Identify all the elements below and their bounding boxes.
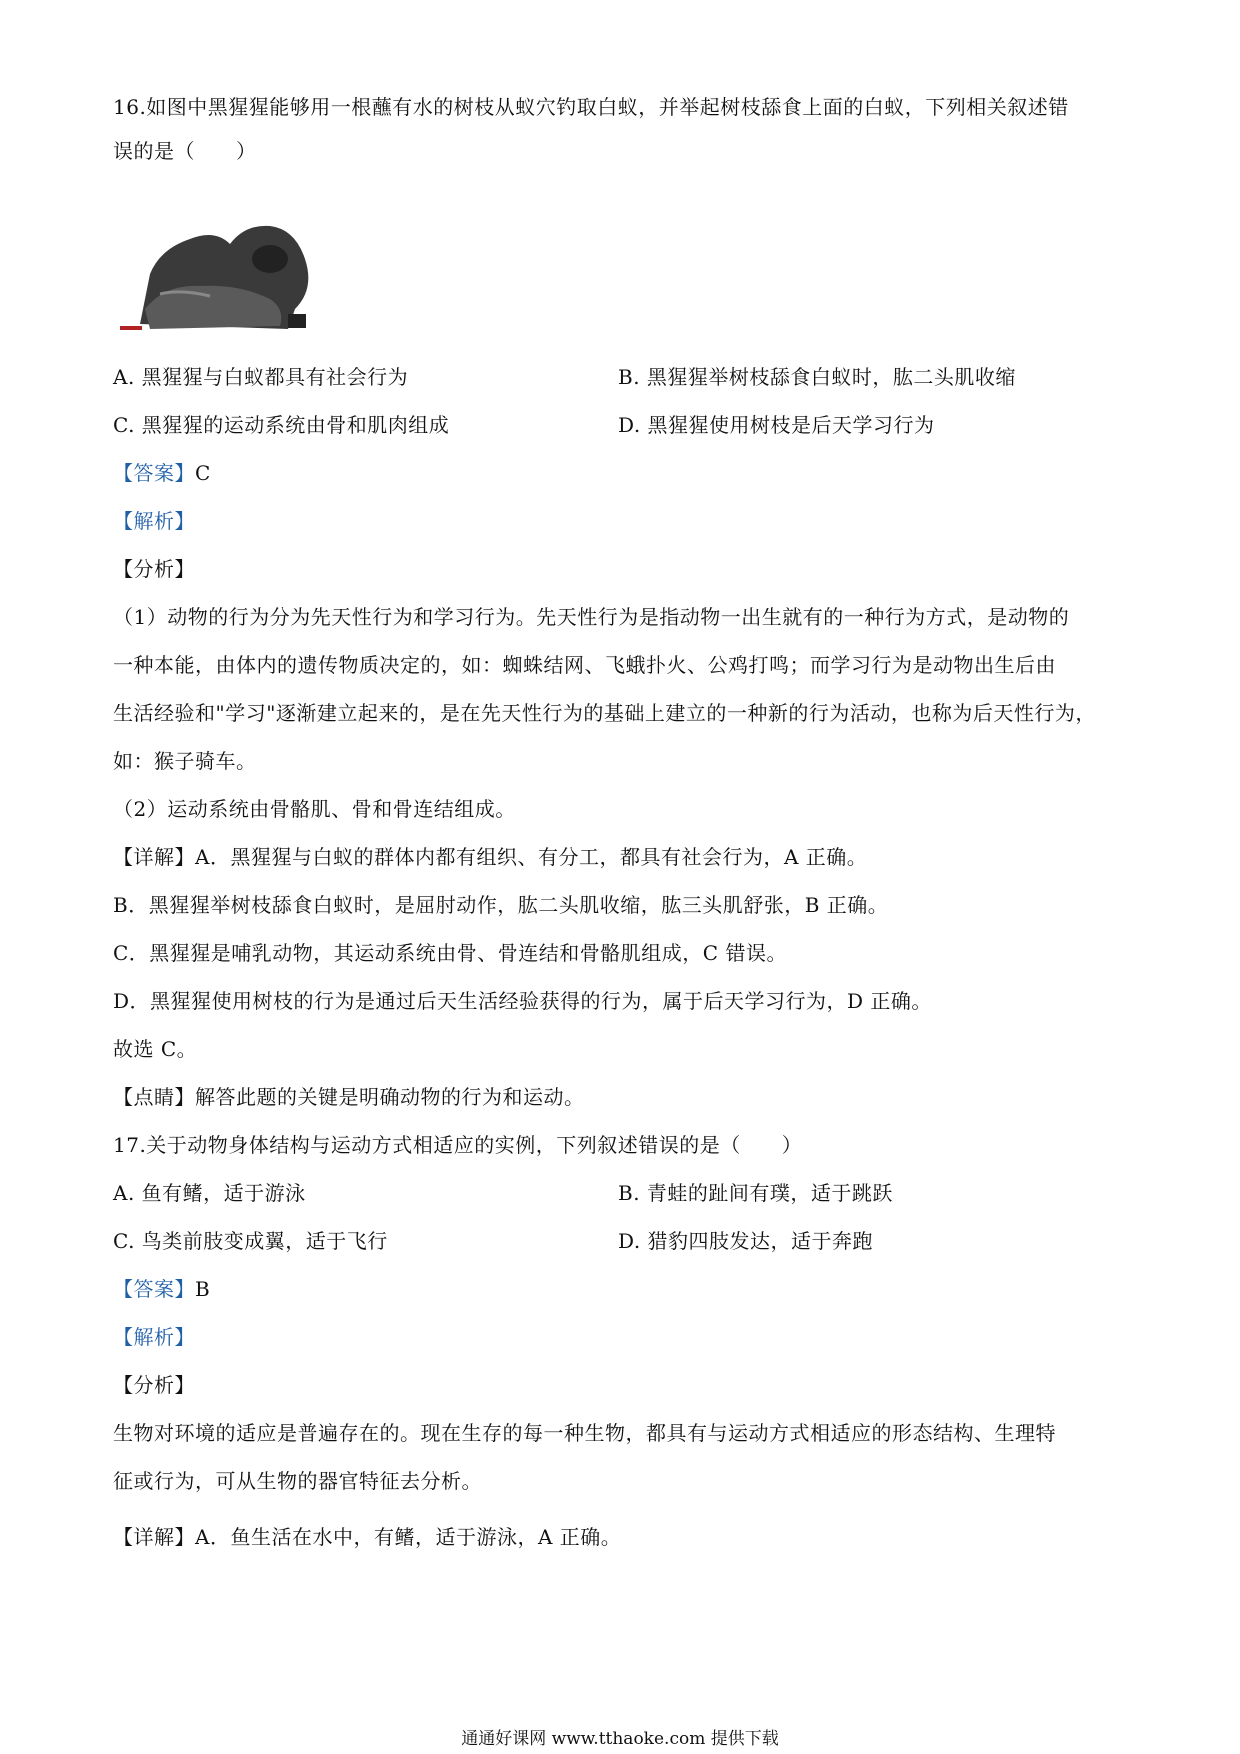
q16-answer (113, 458, 1133, 488)
detail-a-text: A．鱼生活在水中，有鳍，适于游泳，A 正确。 (195, 1525, 622, 1549)
fenxi-tag: 【分析】 (113, 557, 195, 581)
q17-fenxi-heading (113, 1370, 1133, 1400)
q17-stem: 17.关于动物身体结构与运动方式相适应的实例，下列叙述错误的是（ ） (113, 1133, 803, 1157)
q16-stem-line1: 16.如图中黑猩猩能够用一根蘸有水的树枝从蚁穴钓取白蚁，并举起树枝舔食上面的白蚁，下列相关叙述错 (113, 95, 1069, 119)
q16-analysis-heading (113, 506, 1133, 536)
answer-tag: 【答案】 (113, 1277, 195, 1301)
q17-fenxi-line2: 征或行为，可从生物的器官特征去分析。 (113, 1469, 482, 1493)
q17-detail-a (113, 1522, 1133, 1552)
q16-option-c: C. 黑猩猩的运动系统由骨和肌肉组成 (113, 413, 450, 437)
q17-option-c: C. 鸟类前肢变成翼，适于飞行 (113, 1229, 388, 1253)
page-footer: 通通好课网 www.tthaoke.com 提供下载 (461, 1729, 779, 1749)
q16-detail-d: D．黑猩猩使用树枝的行为是通过后天生活经验获得的行为，属于后天学习行为，D 正确。 (113, 989, 932, 1013)
q16-fenxi-2: （2）运动系统由骨骼肌、骨和骨连结组成。 (113, 797, 516, 821)
analysis-tag: 【解析】 (113, 509, 195, 533)
dianjing-tag: 【点睛】 (113, 1085, 195, 1109)
analysis-tag: 【解析】 (113, 1325, 195, 1349)
detail-a-text: A．黑猩猩与白蚁的群体内都有组织、有分工，都具有社会行为，A 正确。 (195, 845, 868, 869)
q16-dianjing (113, 1082, 1133, 1112)
q16-option-d: D. 黑猩猩使用树枝是后天学习行为 (618, 413, 935, 437)
q16-fenxi-1-line3: 生活经验和"学习"逐渐建立起来的，是在先天性行为的基础上建立的一种新的行为活动，也称为后天性行为， (113, 701, 1096, 725)
q17-option-b: B. 青蛙的趾间有璞，适于跳跃 (618, 1181, 893, 1205)
q16-fenxi-heading (113, 554, 1133, 584)
dianjing-text: 解答此题的关键是明确动物的行为和运动。 (195, 1085, 585, 1109)
q17-answer (113, 1274, 1133, 1304)
q17-fenxi-line1: 生物对环境的适应是普遍存在的。现在生存的每一种生物，都具有与运动方式相适应的形态结构、生理特 (113, 1421, 1056, 1445)
answer-value: C (195, 461, 211, 485)
q17-option-a: A. 鱼有鳍，适于游泳 (113, 1181, 306, 1205)
q17-analysis-heading (113, 1322, 1133, 1352)
q16-detail-c: C．黑猩猩是哺乳动物，其运动系统由骨、骨连结和骨骼肌组成，C 错误。 (113, 941, 787, 965)
q16-option-a: A. 黑猩猩与白蚁都具有社会行为 (113, 365, 409, 389)
chimpanzee-image (120, 214, 320, 336)
fenxi-tag: 【分析】 (113, 1373, 195, 1397)
q17-option-d: D. 猎豹四肢发达，适于奔跑 (618, 1229, 874, 1253)
q16-detail-b: B．黑猩猩举树枝舔食白蚁时，是屈肘动作，肱二头肌收缩，肱三头肌舒张，B 正确。 (113, 893, 889, 917)
q16-fenxi-1-line2: 一种本能，由体内的遗传物质决定的，如：蜘蛛结网、飞蛾扑火、公鸡打鸣；而学习行为是动物出生后由 (113, 653, 1056, 677)
detail-tag: 【详解】 (113, 845, 195, 869)
q16-detail-a (113, 842, 1133, 872)
q16-fenxi-1-line1: （1）动物的行为分为先天性行为和学习行为。先天性行为是指动物一出生就有的一种行为方式，是动物的 (113, 605, 1070, 629)
q16-fenxi-1-line4: 如：猴子骑车。 (113, 749, 257, 773)
q16-option-b: B. 黑猩猩举树枝舔食白蚁时，肱二头肌收缩 (618, 365, 1016, 389)
q16-choose: 故选 C。 (113, 1037, 198, 1061)
answer-value: B (195, 1277, 211, 1301)
answer-tag: 【答案】 (113, 461, 195, 485)
detail-tag: 【详解】 (113, 1525, 195, 1549)
q16-stem-line2: 误的是（ ） (113, 139, 257, 163)
